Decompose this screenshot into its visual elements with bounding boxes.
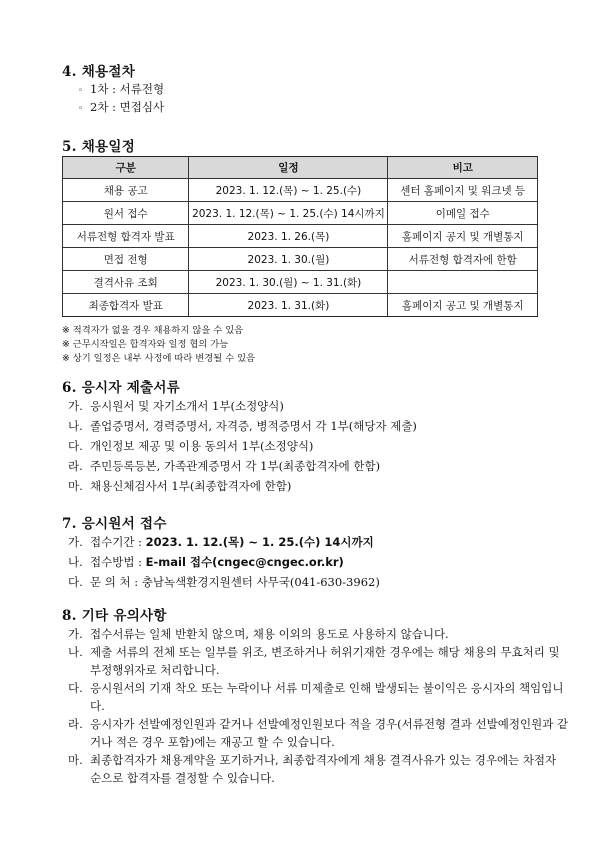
document-item <box>68 438 313 456</box>
cell-category: 채용 공고 <box>63 179 189 202</box>
item-label: 문 의 처 : <box>90 575 142 589</box>
cell-remarks: 홈페이지 공고 및 개별통지 <box>388 294 538 317</box>
cell-remarks: 홈페이지 공지 및 개별통지 <box>388 225 538 248</box>
notice-item <box>68 680 570 715</box>
item-marker: 나. <box>68 419 83 433</box>
application-item <box>68 574 380 592</box>
section-8-title: 8. 기타 유의사항 <box>62 608 167 624</box>
item-marker: 마. <box>68 479 83 493</box>
cell-category: 원서 접수 <box>63 202 189 225</box>
header-category: 구분 <box>63 157 189 179</box>
table-row <box>63 202 538 225</box>
process-item-text: 1차 : 서류전형 <box>90 82 165 96</box>
process-item <box>78 81 164 97</box>
application-item <box>68 554 344 572</box>
application-period: 2023. 1. 12.(목) ~ 1. 25.(수) 14시까지 <box>145 535 374 549</box>
item-marker: 나. <box>68 645 83 659</box>
bullet-circle-icon: ◦ <box>78 104 84 114</box>
cell-category: 면접 전형 <box>63 248 189 271</box>
item-marker: 다. <box>68 575 83 589</box>
document-item <box>68 398 284 416</box>
header-remarks: 비고 <box>388 157 538 179</box>
notice-item <box>68 644 570 679</box>
item-marker: 다. <box>68 681 83 695</box>
schedule-note: ※ 상기 일정은 내부 사정에 따라 변경될 수 있음 <box>62 353 256 364</box>
item-text: 접수서류는 일체 반환치 않으며, 채용 이외의 용도로 사용하지 않습니다. <box>90 627 449 641</box>
table-row <box>63 294 538 317</box>
table-row <box>63 225 538 248</box>
item-marker: 가. <box>68 399 83 413</box>
item-text: 주민등록등본, 가족관계증명서 각 1부(최종합격자에 한함) <box>90 459 381 473</box>
item-text: 응시자가 선발예정인원과 같거나 선발예정인원보다 적을 경우(서류전형 결과 선발예정인원과 같거나 적은 경우 포함)에는 재공고 할 수 있습니다. <box>90 717 569 749</box>
item-marker: 다. <box>68 439 83 453</box>
section-4-title: 4. 채용절차 <box>62 64 136 80</box>
section-5-title: 5. 채용일정 <box>62 139 136 155</box>
bullet-circle-icon: ◦ <box>78 86 84 96</box>
item-text: 응시원서의 기재 착오 또는 누락이나 서류 미제출로 인해 발생되는 불이익은 응시자의 책임입니다. <box>90 681 564 713</box>
cell-schedule: 2023. 1. 12.(목) ~ 1. 25.(수) <box>189 179 388 202</box>
item-marker: 나. <box>68 555 83 569</box>
header-schedule: 일정 <box>189 157 388 179</box>
schedule-table <box>62 156 538 317</box>
process-item <box>78 99 164 115</box>
cell-category: 최종합격자 발표 <box>63 294 189 317</box>
document-item <box>68 458 380 476</box>
schedule-note: ※ 적격자가 없을 경우 채용하지 않을 수 있음 <box>62 325 244 336</box>
section-7-title: 7. 응시원서 접수 <box>62 516 167 532</box>
notice-item <box>68 752 570 787</box>
document-item <box>68 418 417 436</box>
table-row <box>63 179 538 202</box>
cell-schedule: 2023. 1. 30.(월) <box>189 248 388 271</box>
cell-schedule: 2023. 1. 30.(월) ~ 1. 31.(화) <box>189 271 388 294</box>
cell-category: 서류전형 합격자 발표 <box>63 225 189 248</box>
item-text: 최종합격자가 채용계약을 포기하거나, 최종합격자에게 채용 결격사유가 있는 경우에는 차점자 순으로 합격자를 결정할 수 있습니다. <box>90 753 557 785</box>
cell-schedule: 2023. 1. 12.(목) ~ 1. 25.(수) 14시까지 <box>189 202 388 225</box>
item-label: 접수기간 : <box>90 535 146 549</box>
item-marker: 가. <box>68 627 83 641</box>
cell-category: 결격사유 조회 <box>63 271 189 294</box>
cell-remarks: 이메일 접수 <box>388 202 538 225</box>
item-marker: 라. <box>68 717 83 731</box>
item-text: 제출 서류의 전체 또는 일부를 위조, 변조하거나 허위기재한 경우에는 해당 채용의 무효처리 및 부정행위자로 처리합니다. <box>90 645 560 677</box>
item-marker: 가. <box>68 535 83 549</box>
section-6-title: 6. 응시자 제출서류 <box>62 380 181 396</box>
table-row <box>63 271 538 294</box>
cell-schedule: 2023. 1. 26.(목) <box>189 225 388 248</box>
table-row <box>63 248 538 271</box>
document-item <box>68 478 291 496</box>
process-item-text: 2차 : 면접심사 <box>90 100 165 114</box>
item-text: 졸업증명서, 경력증명서, 자격증, 병적증명서 각 1부(해당자 제출) <box>90 419 417 433</box>
table-header-row <box>63 157 538 179</box>
cell-schedule: 2023. 1. 31.(화) <box>189 294 388 317</box>
schedule-note: ※ 근무시작일은 합격자와 일정 협의 가능 <box>62 339 229 350</box>
cell-remarks <box>388 271 538 294</box>
cell-remarks: 서류전형 합격자에 한함 <box>388 248 538 271</box>
item-text: 응시원서 및 자기소개서 1부(소정양식) <box>90 399 284 413</box>
application-item <box>68 534 374 552</box>
item-text: 개인정보 제공 및 이용 동의서 1부(소정양식) <box>90 439 314 453</box>
item-label: 접수방법 : <box>90 555 146 569</box>
cell-remarks: 센터 홈페이지 및 워크넷 등 <box>388 179 538 202</box>
item-marker: 라. <box>68 459 83 473</box>
item-text: 채용신체검사서 1부(최종합격자에 한함) <box>90 479 292 493</box>
notice-item <box>68 626 570 644</box>
application-email: E-mail 접수(cngec@cngec.or.kr) <box>145 555 344 569</box>
contact-info: 충남녹색환경지원센터 사무국(041-630-3962) <box>141 575 380 589</box>
item-marker: 마. <box>68 753 83 767</box>
notice-item <box>68 716 570 751</box>
